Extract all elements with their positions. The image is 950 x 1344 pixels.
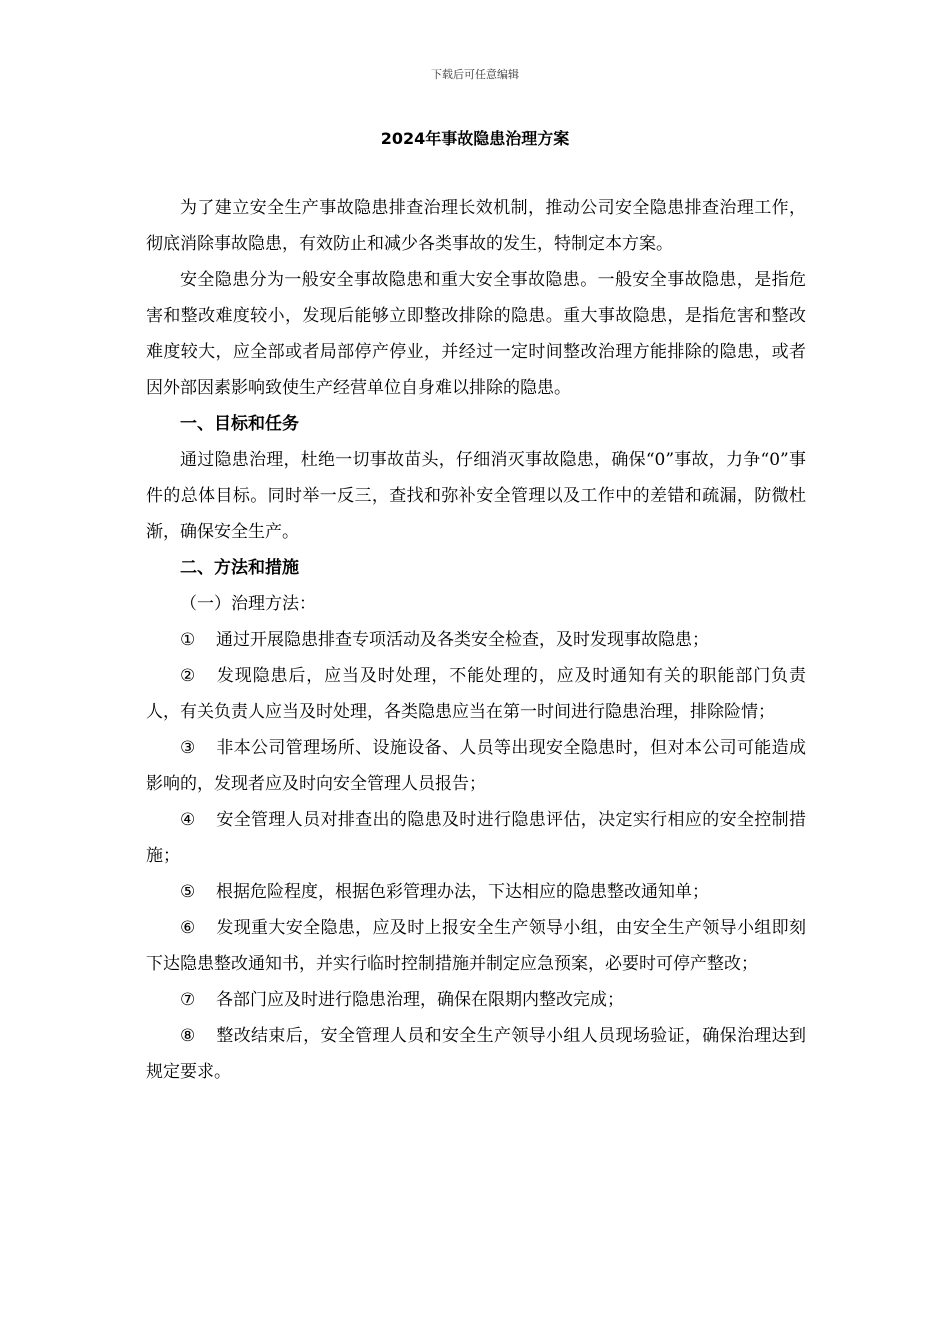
list-item-marker: ① [180,630,196,650]
intro-paragraph-2: 安全隐患分为一般安全事故隐患和重大安全事故隐患。一般安全事故隐患，是指危害和整改难度较小，发现后能够立即整改排除的隐患。重大事故隐患，是指危害和整改难度较大，应全部或者局部停产停业，并经过一定时间整改治理方能排除的隐患，或者因外部因素影响致使生产经营单位自身难以排除的隐患。 [146,270,806,398]
list-item-marker: ⑧ [180,1026,196,1046]
list-item-marker: ② [180,666,196,686]
list-item-text: 发现隐患后，应当及时处理，不能处理的，应及时通知有关的职能部门负责人，有关负责人应当及时处理，各类隐患应当在第一时间进行隐患治理，排除险情； [146,666,806,722]
list-item [146,910,806,982]
list-item-text: 非本公司管理场所、设施设备、人员等出现安全隐患时，但对本公司可能造成影响的，发现者应及时向安全管理人员报告； [146,738,806,794]
list-item [146,982,806,1018]
header-note: 下载后可任意编辑 [431,68,519,81]
list-item-text: 各部门应及时进行隐患治理，确保在限期内整改完成； [216,990,624,1010]
list-item [146,802,806,874]
list-item-marker: ③ [180,738,196,758]
subsection-heading-methods: （一）治理方法： [180,594,316,614]
section-goals-text: 通过隐患治理，杜绝一切事故苗头，仔细消灭事故隐患，确保“0”事故，力争“0”事件的总体目标。同时举一反三，查找和弥补安全管理以及工作中的差错和疏漏，防微杜渐，确保安全生产。 [146,450,806,542]
list-item [146,1018,806,1090]
document-body [146,190,806,1090]
intro-paragraph-1: 为了建立安全生产事故隐患排查治理长效机制，推动公司安全隐患排查治理工作，彻底消除事故隐患，有效防止和减少各类事故的发生，特制定本方案。 [146,198,806,254]
list-item-marker: ⑤ [180,882,196,902]
list-item [146,874,806,910]
list-item-marker: ⑥ [180,918,196,938]
list-item-marker: ④ [180,810,196,830]
list-item-text: 通过开展隐患排查专项活动及各类安全检查，及时发现事故隐患； [216,630,709,650]
list-item-text: 整改结束后，安全管理人员和安全生产领导小组人员现场验证，确保治理达到规定要求。 [146,1026,806,1082]
list-item [146,658,806,730]
section-heading-methods: 二、方法和措施 [180,558,299,578]
list-item [146,622,806,658]
list-item [146,730,806,802]
document-title: 2024年事故隐患治理方案 [380,129,570,148]
list-item-text: 根据危险程度，根据色彩管理办法，下达相应的隐患整改通知单； [216,882,709,902]
list-item-marker: ⑦ [180,990,196,1010]
list-item-text: 发现重大安全隐患，应及时上报安全生产领导小组，由安全生产领导小组即刻下达隐患整改通知书，并实行临时控制措施并制定应急预案，必要时可停产整改； [146,918,806,974]
section-heading-goals: 一、目标和任务 [180,414,299,434]
list-item-text: 安全管理人员对排查出的隐患及时进行隐患评估，决定实行相应的安全控制措施； [146,810,806,866]
